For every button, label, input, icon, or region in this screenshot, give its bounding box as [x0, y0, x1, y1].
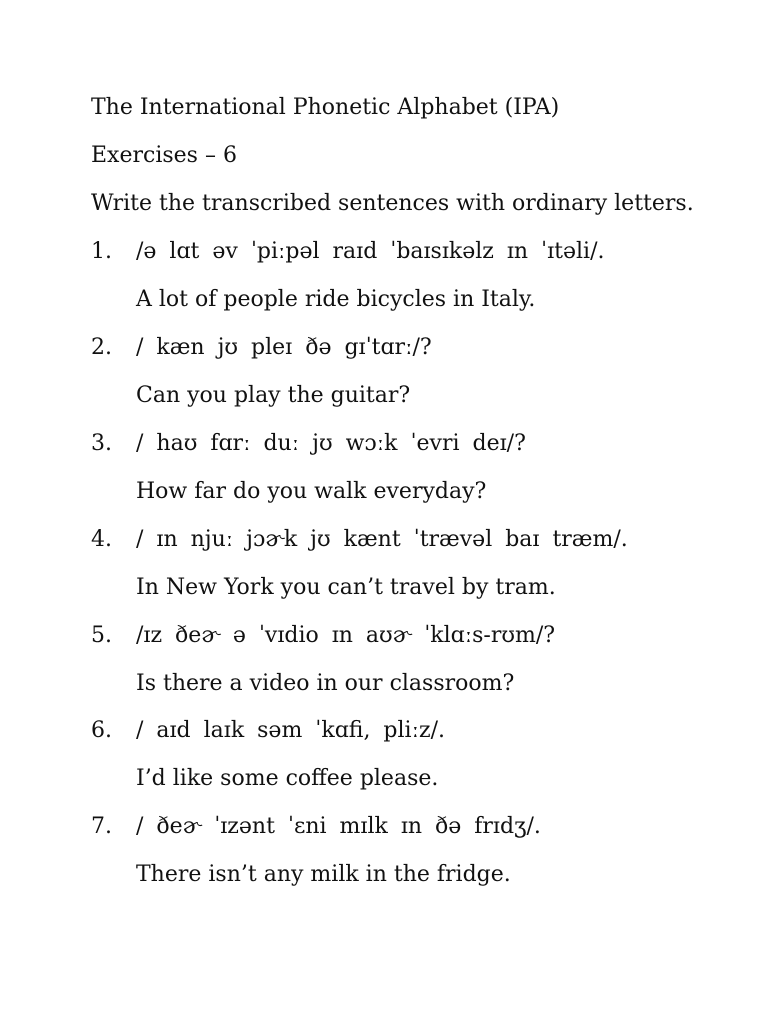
item-number: 3. [91, 431, 112, 456]
ipa-transcription: / ɪn njuː jɔɚk jʊ kænt ˈtrævəl baɪ træm/. [136, 527, 628, 552]
ipa-transcription: / ðeɚ ˈɪzənt ˈɛni mɪlk ɪn ðə frɪdʒ/. [136, 814, 541, 839]
exercise-subtitle: Exercises – 6 [91, 143, 237, 168]
ipa-transcription: /ɪz ðeɚ ə ˈvɪdio ɪn aʊɚ ˈklɑːs-rʊm/? [136, 623, 556, 648]
item-number: 7. [91, 814, 112, 839]
document-title: The International Phonetic Alphabet (IPA) [91, 95, 560, 120]
ipa-transcription: / haʊ fɑrː duː jʊ wɔːk ˈevri deɪ/? [136, 431, 526, 456]
item-number: 2. [91, 335, 112, 360]
ipa-transcription: / kæn jʊ pleɪ ðə gɪˈtɑrː/? [136, 335, 432, 360]
ipa-transcription: / aɪd laɪk səm ˈkɑfi, pliːz/. [136, 718, 445, 743]
exercise-instruction: Write the transcribed sentences with ordinary letters. [91, 191, 694, 216]
answer-sentence: A lot of people ride bicycles in Italy. [136, 287, 536, 312]
item-number: 6. [91, 718, 112, 743]
ipa-transcription: /ə lɑt əv ˈpiːpəl raɪd ˈbaɪsɪkəlz ɪn ˈɪtəli/. [136, 239, 605, 264]
answer-sentence: There isn’t any milk in the fridge. [136, 862, 511, 887]
answer-sentence: How far do you walk everyday? [136, 479, 487, 504]
answer-sentence: Can you play the guitar? [136, 383, 411, 408]
answer-sentence: In New York you can’t travel by tram. [136, 575, 556, 600]
item-number: 4. [91, 527, 112, 552]
item-number: 1. [91, 239, 112, 264]
item-number: 5. [91, 623, 112, 648]
answer-sentence: Is there a video in our classroom? [136, 671, 515, 696]
answer-sentence: I’d like some coffee please. [136, 766, 439, 791]
